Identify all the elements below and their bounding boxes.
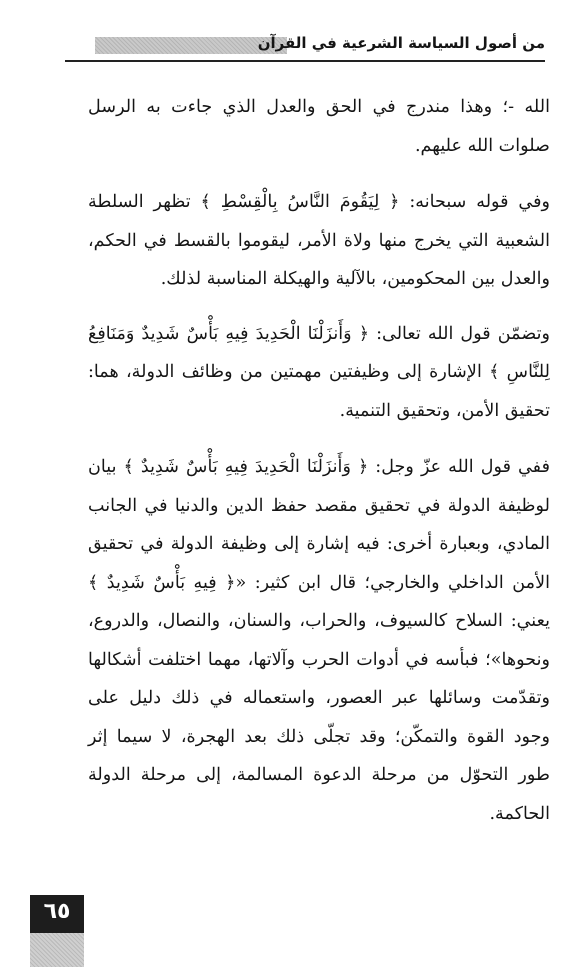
running-header — [65, 30, 545, 62]
paragraph-2: وفي قوله سبحانه: ﴿ لِيَقُومَ النَّاسُ بِالْقِسْطِ ﴾ تظهر السلطة الشعبية التي يخرج منها ولاة الأمر، ليقوموا بالقسط في الحكم، والعدل بين المحكومين، بالآلية والهيكلة المناسبة لذلك. — [88, 192, 550, 289]
paragraph-3: وتضمّن قول الله تعالى: ﴿ وَأَنزَلْنَا الْحَدِيدَ فِيهِ بَأْسٌ شَدِيدٌ وَمَنَافِعُ لِلنَّاسِ ﴾ الإشارة إلى وظيفتين مهمتين من وظائف الدولة، هما: تحقيق الأمن، وتحقيق التنمية. — [88, 323, 550, 421]
page-number-box — [30, 895, 84, 967]
body-text — [88, 88, 550, 833]
paragraph-4: ففي قول الله عزّ وجل: ﴿ وَأَنزَلْنَا الْحَدِيدَ فِيهِ بَأْسٌ شَدِيدٌ ﴾ بيان لوظيفة الدولة في تحقيق مقصد حفظ الدين والدنيا في الجانب المادي، وبعبارة أخرى: فيه إشارة إلى وظيفة الدولة في تحقيق الأمن الداخلي والخارجي؛ قال ابن كثير: «﴿ فِيهِ بَأْسٌ شَدِيدٌ ﴾ يعني: السلاح كالسيوف، والحراب، والسنان، والنصال، والدروع، ونحوها»؛ فبأسه في أدوات الحرب وآلاتها، مهما اختلفت أشكالها وتقدّمت وسائلها عبر العصور، واستعماله في ذلك دليل على وجود القوة والتمكّن؛ وقد تجلّى ذلك بعد الهجرة، لا سيما إثر طور التحوّل من مرحلة الدعوة المسالمة، إلى مرحلة الدولة الحاكمة. — [88, 457, 550, 824]
header-title: من أصول السياسة الشرعية في القرآن — [257, 34, 545, 52]
paragraph-1: الله -؛ وهذا مندرج في الحق والعدل الذي جاءت به الرسل صلوات الله عليهم. — [88, 97, 550, 156]
page-number: ٦٥ — [43, 899, 71, 924]
